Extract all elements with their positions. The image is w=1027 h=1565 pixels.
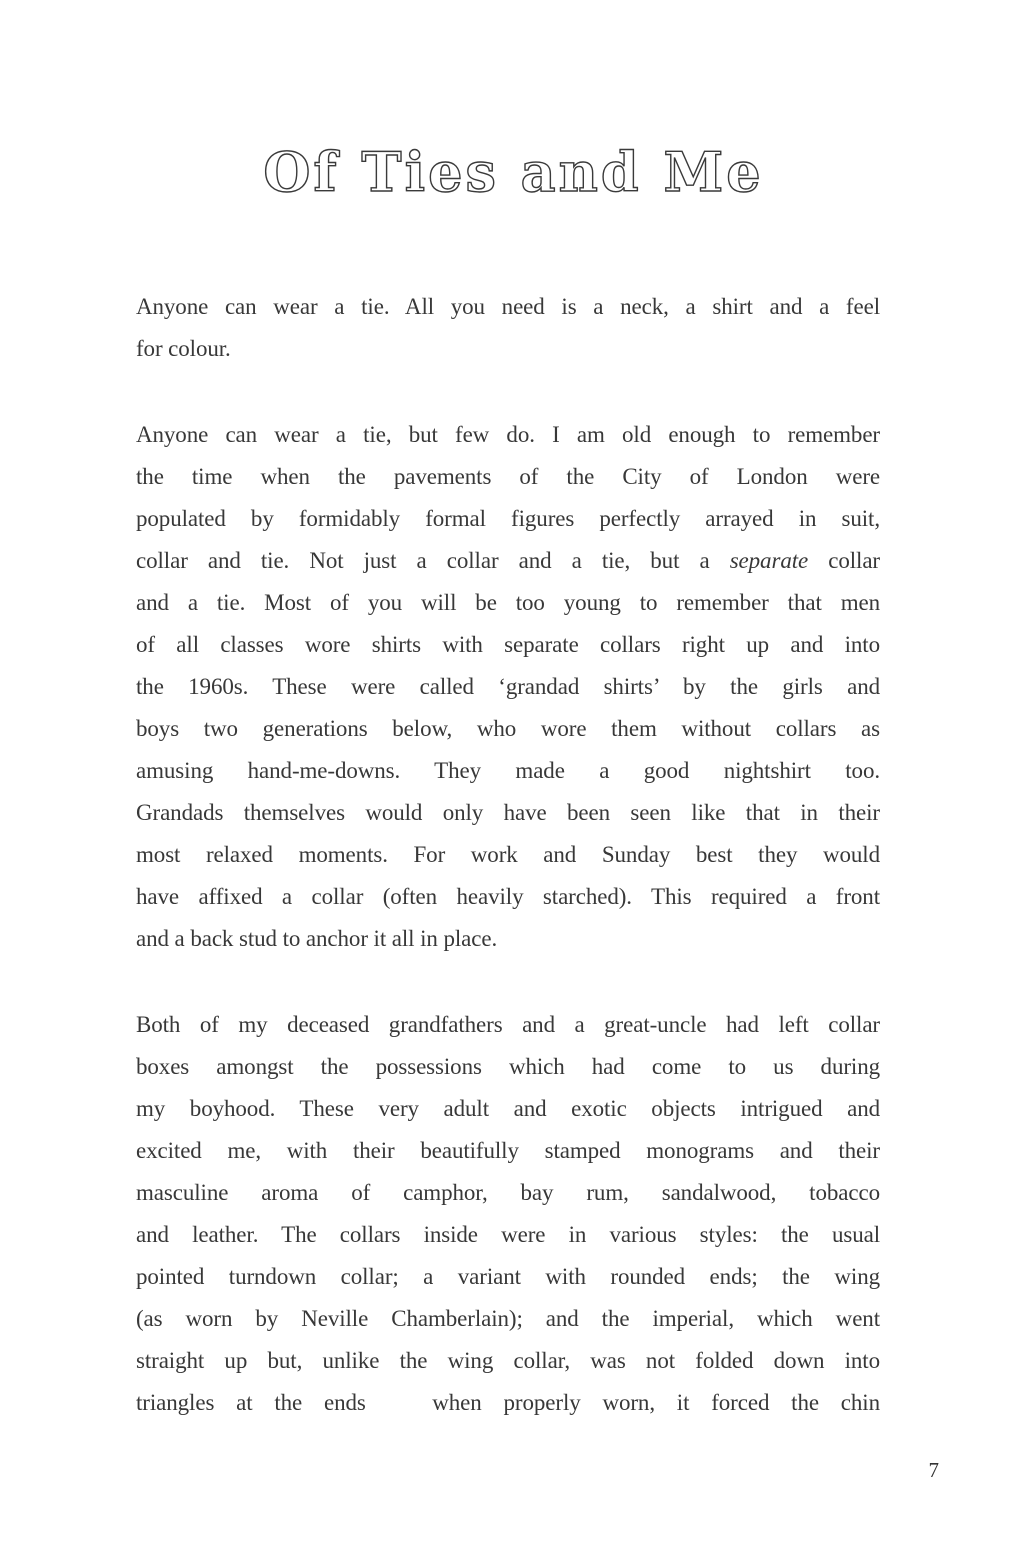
text-line: excited me, with their beautifully stamped monograms and their [136,1138,880,1163]
text-line: have affixed a collar (often heavily starched). This required a front [136,884,880,909]
text-line: the time when the pavements of the City of London were [136,464,880,489]
text-line: Grandads themselves would only have been seen like that in their [136,800,880,825]
text-segment: collar and tie. Not just a collar and a tie, but a [136,548,730,573]
text-line: and a tie. Most of you will be too young to remember that men [136,590,880,615]
text-line: most relaxed moments. For work and Sunday best they would [136,842,880,867]
text-line: for colour. [136,336,231,361]
paragraph [136,414,880,960]
text-line: Anyone can wear a tie, but few do. I am old enough to remember [136,422,880,447]
text-line: and leather. The collars inside were in various styles: the usual [136,1222,880,1247]
text-line: of all classes wore shirts with separate collars right up and into [136,632,880,657]
text-segment: collar [808,548,880,573]
text-line: masculine aroma of camphor, bay rum, sandalwood, tobacco [136,1180,880,1205]
text-line [136,540,880,582]
text-line: triangles at the ends when properly worn, it forced the chin [136,1390,880,1415]
body-text [136,286,880,1468]
text-line: Both of my deceased grandfathers and a great-uncle had left collar [136,1012,880,1037]
text-line: pointed turndown collar; a variant with rounded ends; the wing [136,1264,880,1289]
paragraph [136,1004,880,1424]
text-line: my boyhood. These very adult and exotic objects intrigued and [136,1096,880,1121]
text-line: boys two generations below, who wore them without collars as [136,716,880,741]
text-line: the 1960s. These were called ‘grandad shirts’ by the girls and [136,674,880,699]
text-line: amusing hand-me-downs. They made a good nightshirt too. [136,758,880,783]
text-line: and a back stud to anchor it all in place. [136,926,498,951]
text-line: populated by formidably formal figures perfectly arrayed in suit, [136,506,880,531]
chapter-title: Of Ties and Me [263,140,764,204]
page-number: 7 [928,1458,939,1482]
paragraph [136,286,880,370]
text-line: Anyone can wear a tie. All you need is a neck, a shirt and a feel [136,294,880,319]
text-line: boxes amongst the possessions which had come to us during [136,1054,880,1079]
italic-text: separate [729,548,809,573]
text-line: straight up but, unlike the wing collar, was not folded down into [136,1348,880,1373]
text-line: (as worn by Neville Chamberlain); and the imperial, which went [136,1306,880,1331]
